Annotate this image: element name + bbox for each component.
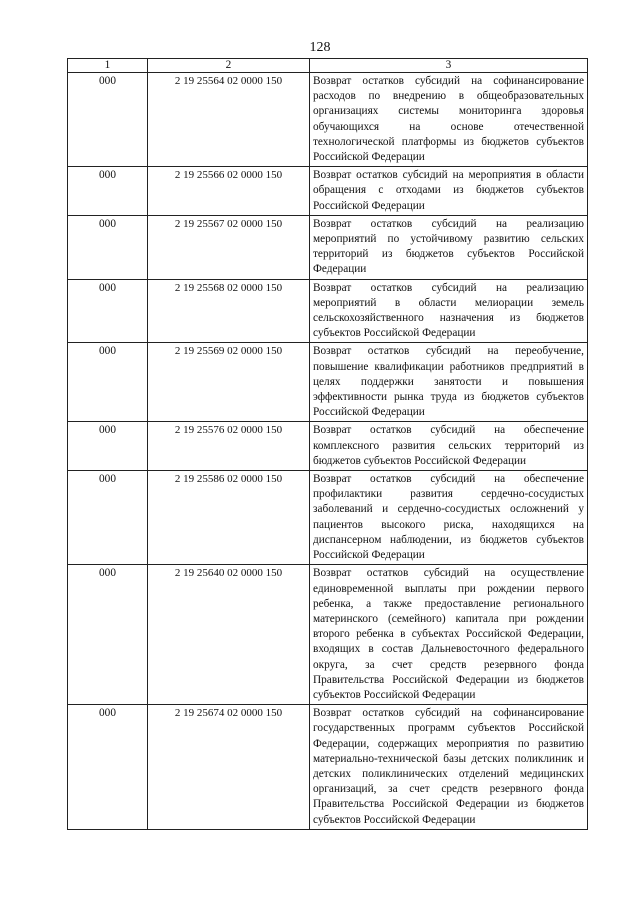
table-row [68, 705, 588, 830]
budget-classification-table [67, 58, 588, 830]
column-header-1: 1 [68, 59, 148, 73]
table-header-row [68, 59, 588, 73]
income-description: Возврат остатков субсидий на реализацию мероприятий по устойчивому развитию сельских территорий из бюджетов субъектов Российской Федерации [310, 215, 588, 279]
income-description: Возврат остатков субсидий на мероприятия в области обращения с отходами из бюджетов субъектов Российской Федерации [310, 167, 588, 216]
table-row [68, 73, 588, 167]
table-row [68, 471, 588, 565]
income-description: Возврат остатков субсидий на софинансирование государственных программ субъектов Российской Федерации, содержащих мероприятия по развитию материально-технической базы детских поликлиник и детских поликлинических отделений медицинских организаций, за счет средств резервного фонда Правительства Российской Федерации из бюджетов субъектов Российской Федерации [310, 705, 588, 830]
table-row [68, 215, 588, 279]
table-row [68, 167, 588, 216]
admin-code: 000 [68, 73, 148, 167]
table-row [68, 565, 588, 705]
column-header-3: 3 [310, 59, 588, 73]
admin-code: 000 [68, 565, 148, 705]
admin-code: 000 [68, 422, 148, 471]
page-number: 128 [309, 40, 331, 55]
income-description: Возврат остатков субсидий на обеспечение профилактики развития сердечно-сосудистых заболеваний и сердечно-сосудистых осложнений у пациентов высокого риска, находящихся на диспансерном наблюдении, из бюджетов субъектов Российской Федерации [310, 471, 588, 565]
admin-code: 000 [68, 705, 148, 830]
table-row [68, 422, 588, 471]
table-row [68, 343, 588, 422]
table-row [68, 279, 588, 343]
admin-code: 000 [68, 167, 148, 216]
admin-code: 000 [68, 215, 148, 279]
admin-code: 000 [68, 279, 148, 343]
admin-code: 000 [68, 471, 148, 565]
income-description: Возврат остатков субсидий на обеспечение комплексного развития сельских территорий из бюджетов субъектов Российской Федерации [310, 422, 588, 471]
kbk-code: 2 19 25586 02 0000 150 [148, 471, 310, 565]
kbk-code: 2 19 25576 02 0000 150 [148, 422, 310, 471]
column-header-2: 2 [148, 59, 310, 73]
kbk-code: 2 19 25564 02 0000 150 [148, 73, 310, 167]
admin-code: 000 [68, 343, 148, 422]
income-description: Возврат остатков субсидий на реализацию мероприятий в области мелиорации земель сельскохозяйственного назначения из бюджетов субъектов Российской Федерации [310, 279, 588, 343]
kbk-code: 2 19 25567 02 0000 150 [148, 215, 310, 279]
kbk-code: 2 19 25569 02 0000 150 [148, 343, 310, 422]
income-description: Возврат остатков субсидий на переобучение, повышение квалификации работников предприятий в целях поддержки занятости и повышения эффективности рынка труда из бюджетов субъектов Российской Федерации [310, 343, 588, 422]
income-description: Возврат остатков субсидий на софинансирование расходов по внедрению в общеобразовательных организациях системы мониторинга здоровья обучающихся на основе отечественной технологической платформы из бюджетов субъектов Российской Федерации [310, 73, 588, 167]
kbk-code: 2 19 25674 02 0000 150 [148, 705, 310, 830]
kbk-code: 2 19 25566 02 0000 150 [148, 167, 310, 216]
kbk-code: 2 19 25640 02 0000 150 [148, 565, 310, 705]
income-description: Возврат остатков субсидий на осуществление единовременной выплаты при рождении первого ребенка, а также предоставление регионального материнского (семейного) капитала при рождении второго ребенка в субъектах Российской Федерации, входящих в состав Дальневосточного федерального округа, за счет средств резервного фонда Правительства Российской Федерации из бюджетов субъектов Российской Федерации [310, 565, 588, 705]
kbk-code: 2 19 25568 02 0000 150 [148, 279, 310, 343]
